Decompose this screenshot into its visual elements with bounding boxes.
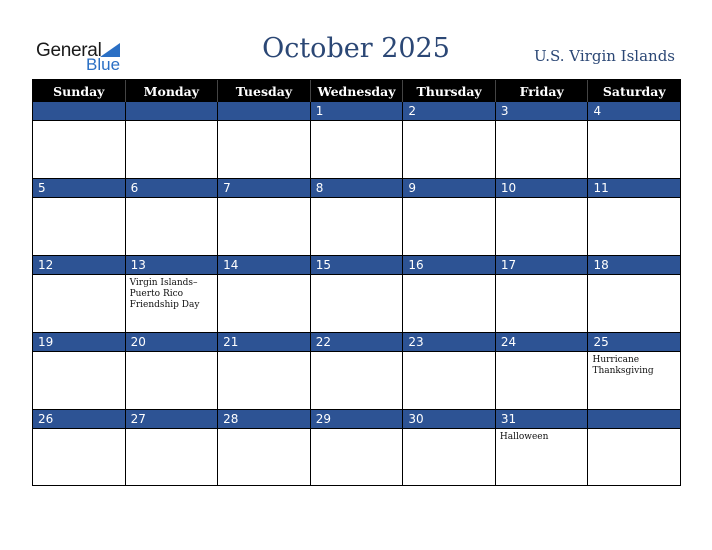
day-cell[interactable]	[126, 333, 219, 410]
day-events	[218, 198, 310, 201]
day-cell[interactable]	[311, 333, 404, 410]
day-number: 4	[588, 102, 680, 121]
day-events	[311, 121, 403, 124]
day-cell[interactable]	[126, 102, 219, 179]
day-cell[interactable]	[311, 256, 404, 333]
day-cell[interactable]	[218, 333, 311, 410]
weekday-header: Wednesday	[311, 80, 404, 102]
day-cell[interactable]	[218, 256, 311, 333]
day-number: 9	[403, 179, 495, 198]
day-events	[33, 121, 125, 124]
week-row	[33, 102, 680, 179]
day-events	[588, 352, 680, 377]
day-cell[interactable]	[311, 410, 404, 486]
day-cell[interactable]	[496, 256, 589, 333]
day-events	[496, 275, 588, 278]
day-events	[33, 429, 125, 432]
day-events	[218, 121, 310, 124]
weekday-header: Thursday	[403, 80, 496, 102]
day-number: 12	[33, 256, 125, 275]
day-events	[311, 198, 403, 201]
day-cell[interactable]	[33, 256, 126, 333]
day-number: 5	[33, 179, 125, 198]
weekday-header: Monday	[126, 80, 219, 102]
day-number: 27	[126, 410, 218, 429]
brand-blue-text: Blue	[86, 55, 121, 74]
day-number: 16	[403, 256, 495, 275]
day-events	[126, 429, 218, 432]
day-cell[interactable]	[33, 102, 126, 179]
day-cell[interactable]	[126, 410, 219, 486]
week-row	[33, 179, 680, 256]
day-cell[interactable]	[311, 179, 404, 256]
day-events	[311, 352, 403, 355]
day-cell[interactable]	[496, 333, 589, 410]
region-label: U.S. Virgin Islands	[534, 47, 675, 65]
holiday-label: Hurricane Thanksgiving	[592, 355, 654, 376]
week-row	[33, 256, 680, 333]
weekday-header-row	[33, 80, 680, 102]
day-number: 14	[218, 256, 310, 275]
day-number: 15	[311, 256, 403, 275]
day-cell[interactable]	[403, 179, 496, 256]
day-number	[126, 102, 218, 121]
day-number: 13	[126, 256, 218, 275]
day-events	[588, 198, 680, 201]
weekday-header: Sunday	[33, 80, 126, 102]
day-number: 23	[403, 333, 495, 352]
day-events	[126, 352, 218, 355]
day-cell[interactable]	[403, 410, 496, 486]
day-cell[interactable]	[496, 102, 589, 179]
day-number: 28	[218, 410, 310, 429]
day-events	[311, 275, 403, 278]
day-events	[218, 275, 310, 278]
day-number: 1	[311, 102, 403, 121]
day-cell[interactable]	[496, 410, 589, 486]
weekday-header: Tuesday	[218, 80, 311, 102]
day-events	[403, 429, 495, 432]
day-events	[496, 121, 588, 124]
day-events	[496, 198, 588, 201]
day-cell[interactable]	[126, 179, 219, 256]
day-events	[218, 352, 310, 355]
day-number: 3	[496, 102, 588, 121]
day-number	[33, 102, 125, 121]
week-row	[33, 333, 680, 410]
day-cell[interactable]	[403, 102, 496, 179]
day-cell[interactable]	[496, 179, 589, 256]
day-cell[interactable]	[588, 179, 680, 256]
week-row	[33, 410, 680, 486]
day-number: 29	[311, 410, 403, 429]
day-cell[interactable]	[33, 410, 126, 486]
day-cell[interactable]	[33, 179, 126, 256]
day-number: 8	[311, 179, 403, 198]
day-events	[33, 198, 125, 201]
day-cell[interactable]	[588, 102, 680, 179]
day-events	[496, 429, 588, 443]
day-number: 2	[403, 102, 495, 121]
day-number: 18	[588, 256, 680, 275]
day-events	[126, 121, 218, 124]
day-events	[33, 275, 125, 278]
day-cell[interactable]	[403, 256, 496, 333]
day-events	[126, 275, 218, 311]
weekday-header: Friday	[496, 80, 589, 102]
day-events	[588, 429, 680, 432]
day-cell[interactable]	[126, 256, 219, 333]
day-events	[126, 198, 218, 201]
day-number: 10	[496, 179, 588, 198]
day-events	[403, 121, 495, 124]
day-number: 26	[33, 410, 125, 429]
day-cell[interactable]	[588, 410, 680, 486]
day-events	[588, 275, 680, 278]
day-events	[33, 352, 125, 355]
day-number: 24	[496, 333, 588, 352]
calendar-grid	[32, 79, 681, 486]
weekday-header: Saturday	[602, 83, 666, 99]
day-events	[403, 198, 495, 201]
day-cell[interactable]	[403, 333, 496, 410]
day-number: 11	[588, 179, 680, 198]
day-cell[interactable]	[218, 179, 311, 256]
day-number	[218, 102, 310, 121]
day-events	[588, 121, 680, 124]
day-cell[interactable]	[33, 333, 126, 410]
day-events	[496, 352, 588, 355]
day-number: 17	[496, 256, 588, 275]
day-events	[311, 429, 403, 432]
day-number: 6	[126, 179, 218, 198]
weeks-container	[33, 102, 680, 486]
day-number	[588, 410, 680, 429]
day-cell[interactable]	[588, 256, 680, 333]
holiday-label: Halloween	[499, 432, 549, 442]
day-number: 7	[218, 179, 310, 198]
day-events	[218, 429, 310, 432]
day-number: 19	[33, 333, 125, 352]
day-number: 30	[403, 410, 495, 429]
day-cell[interactable]	[218, 410, 311, 486]
day-events	[403, 352, 495, 355]
day-cell[interactable]	[311, 102, 404, 179]
day-events	[403, 275, 495, 278]
calendar-title: October 2025	[262, 33, 450, 64]
day-number: 31	[496, 410, 588, 429]
day-cell[interactable]	[588, 333, 680, 410]
day-cell[interactable]	[218, 102, 311, 179]
brand-general-text: General	[36, 40, 102, 61]
day-number: 25	[588, 333, 680, 352]
day-number: 22	[311, 333, 403, 352]
holiday-label: Virgin Islands–Puerto Rico Friendship Day	[129, 278, 200, 310]
day-number: 21	[218, 333, 310, 352]
day-number: 20	[126, 333, 218, 352]
